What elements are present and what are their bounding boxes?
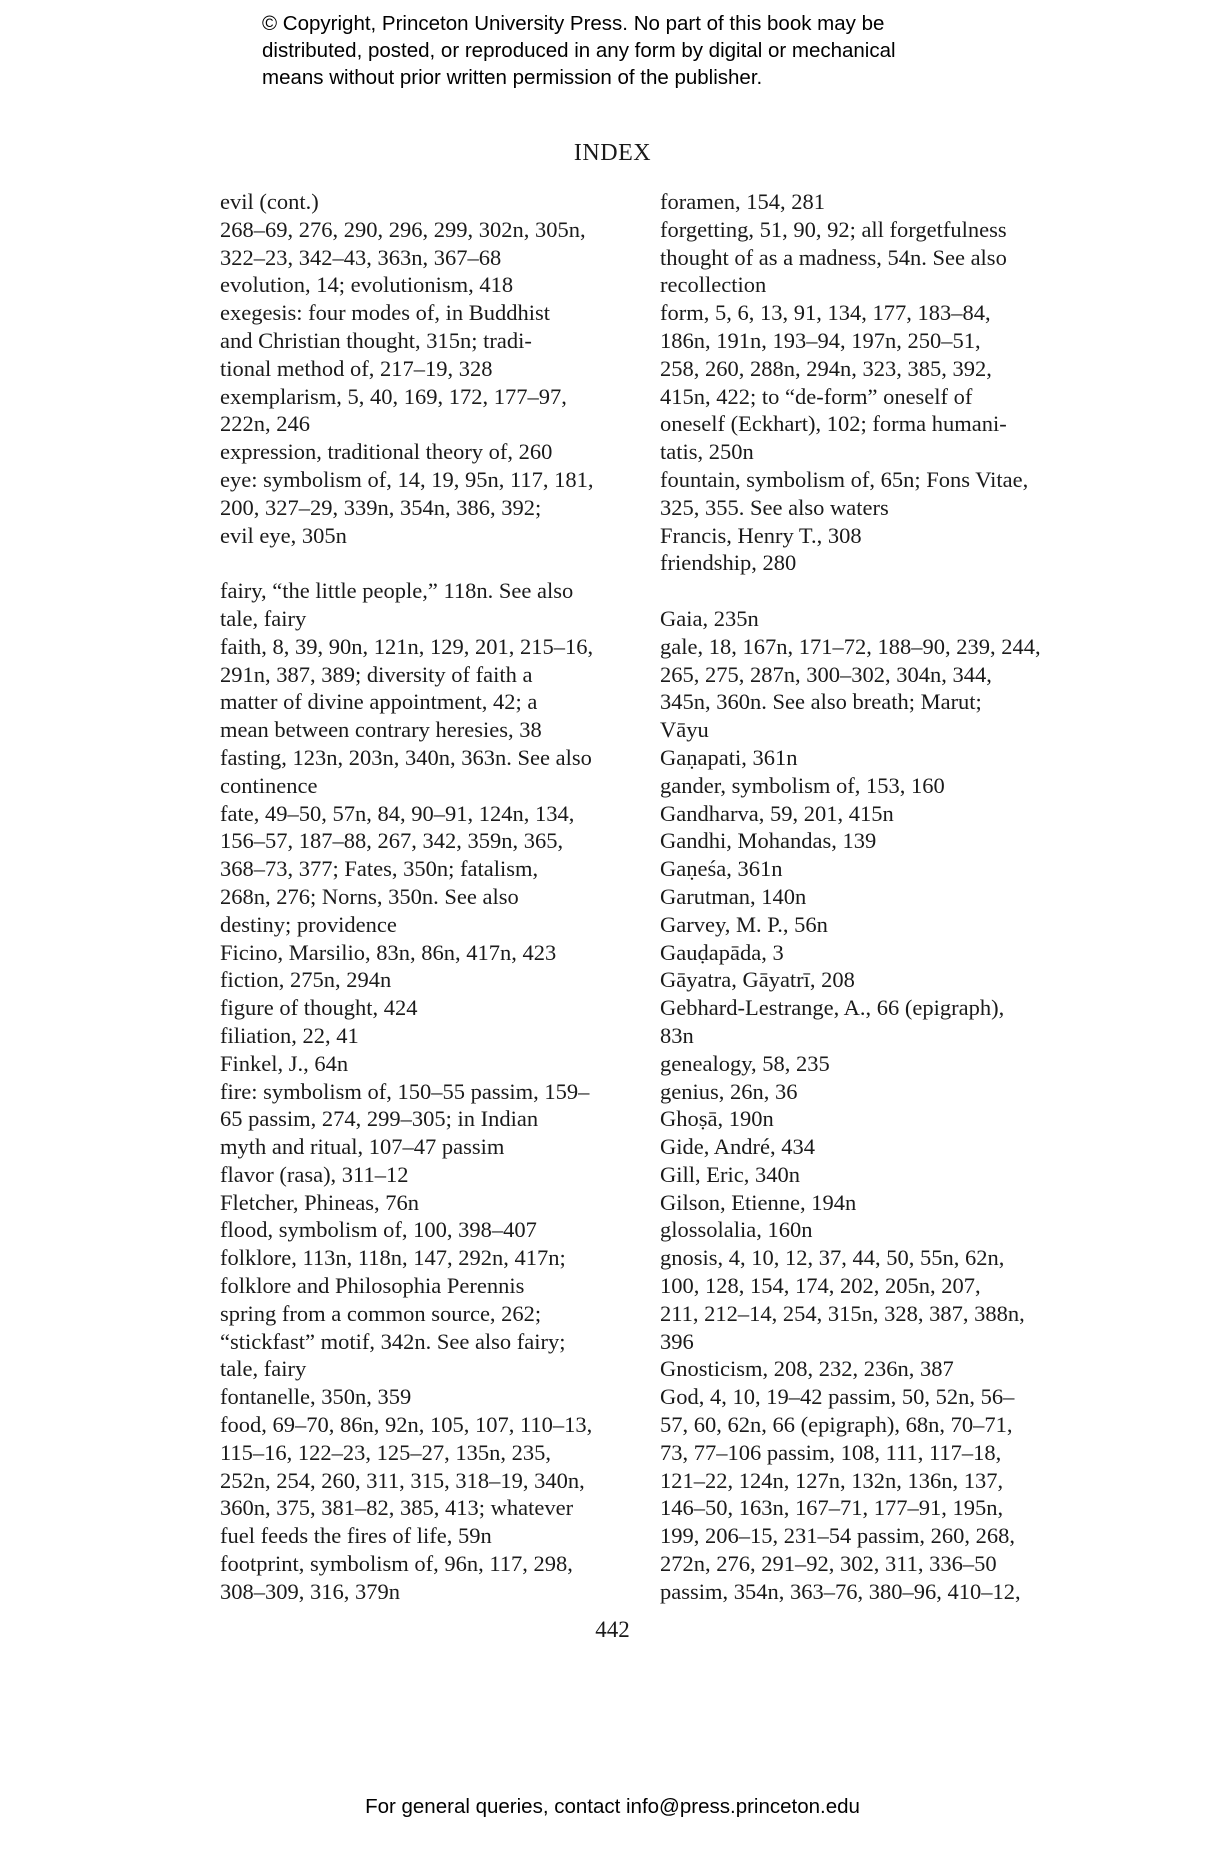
index-entry bbox=[660, 911, 1095, 939]
index-entry bbox=[660, 1161, 1095, 1189]
index-entry-line: faith, 8, 39, 90n, 121n, 129, 201, 215–16, bbox=[220, 633, 594, 659]
index-entry-line: fasting, 123n, 203n, 340n, 363n. See also bbox=[220, 744, 592, 770]
index-entry-line: Finkel, J., 64n bbox=[220, 1050, 349, 1076]
index-entry bbox=[220, 744, 655, 800]
index-entry-line: genealogy, 58, 235 bbox=[660, 1050, 830, 1076]
index-entry bbox=[220, 383, 655, 439]
index-entry-line: 115–16, 122–23, 125–27, 135n, 235, bbox=[220, 1439, 552, 1465]
index-entry-line: fiction, 275n, 294n bbox=[220, 967, 392, 993]
index-entry-line: fate, 49–50, 57n, 84, 90–91, 124n, 134, bbox=[220, 800, 575, 826]
index-entry-line: 345n, 360n. See also breath; Marut; bbox=[660, 689, 982, 715]
index-entry-line: Ghoṣā, 190n bbox=[660, 1106, 774, 1132]
index-entry-line: 268–69, 276, 290, 296, 299, 302n, 305n, bbox=[220, 216, 586, 242]
index-entry bbox=[220, 633, 655, 744]
index-entry-line: Gebhard-Lestrange, A., 66 (epigraph), bbox=[660, 995, 1005, 1021]
copyright-line: distributed, posted, or reproduced in any form by digital or mechanical bbox=[262, 39, 896, 62]
index-entry-line: 325, 355. See also waters bbox=[660, 494, 889, 520]
index-entry-line: folklore, 113n, 118n, 147, 292n, 417n; bbox=[220, 1245, 566, 1271]
index-entry-line: destiny; providence bbox=[220, 911, 397, 937]
index-entry bbox=[220, 966, 655, 994]
index-entry-line: 291n, 387, 389; diversity of faith a bbox=[220, 661, 533, 687]
index-entry-line: fairy, “the little people,” 118n. See also bbox=[220, 578, 574, 604]
index-entry bbox=[660, 744, 1095, 772]
index-entry bbox=[660, 939, 1095, 967]
index-entry-line: myth and ritual, 107–47 passim bbox=[220, 1134, 505, 1160]
copyright-notice bbox=[262, 10, 1022, 91]
index-entry bbox=[220, 1383, 655, 1411]
index-entry-line: “stickfast” motif, 342n. See also fairy; bbox=[220, 1328, 566, 1354]
footer-contact: For general queries, contact info@press.princeton.edu bbox=[365, 1795, 860, 1818]
index-entry bbox=[660, 1355, 1095, 1383]
index-entry-line: Gandhi, Mohandas, 139 bbox=[660, 828, 877, 854]
index-entry-line: foramen, 154, 281 bbox=[660, 189, 825, 214]
index-entry-line: Fletcher, Phineas, 76n bbox=[220, 1189, 420, 1215]
index-entry-line: Gauḍapāda, 3 bbox=[660, 939, 784, 965]
index-entry-line: 258, 260, 288n, 294n, 323, 385, 392, bbox=[660, 355, 992, 381]
index-entry bbox=[220, 1550, 655, 1606]
index-entry-line: forgetting, 51, 90, 92; all forgetfulness bbox=[660, 216, 1007, 242]
index-entry-line: tional method of, 217–19, 328 bbox=[220, 355, 493, 381]
index-entry-line: exegesis: four modes of, in Buddhist bbox=[220, 300, 550, 326]
index-entry-line: evil (cont.) bbox=[220, 189, 319, 214]
letter-section-gap bbox=[660, 577, 1095, 605]
index-entry-line: fountain, symbolism of, 65n; Fons Vitae, bbox=[660, 466, 1029, 492]
index-entry-line: 199, 206–15, 231–54 passim, 260, 268, bbox=[660, 1523, 1016, 1549]
index-entry bbox=[660, 855, 1095, 883]
index-entry-line: footprint, symbolism of, 96n, 117, 298, bbox=[220, 1551, 573, 1577]
index-entry-line: glossolalia, 160n bbox=[660, 1217, 813, 1243]
index-entry bbox=[220, 438, 655, 466]
index-entry bbox=[220, 1189, 655, 1217]
index-entry-line: 57, 60, 62n, 66 (epigraph), 68n, 70–71, bbox=[660, 1412, 1013, 1438]
index-entry-line: continence bbox=[220, 772, 318, 798]
index-entry-line: oneself (Eckhart), 102; forma humani- bbox=[660, 411, 1007, 437]
index-entry bbox=[220, 1078, 655, 1161]
index-entry-line: fire: symbolism of, 150–55 passim, 159– bbox=[220, 1078, 590, 1104]
index-entry-line: God, 4, 10, 19–42 passim, 50, 52n, 56– bbox=[660, 1384, 1015, 1410]
index-entry-line: flavor (rasa), 311–12 bbox=[220, 1161, 409, 1187]
index-entry bbox=[660, 1216, 1095, 1244]
index-entry-line: expression, traditional theory of, 260 bbox=[220, 439, 553, 465]
index-entry-line: friendship, 280 bbox=[660, 550, 797, 576]
index-entry bbox=[220, 1244, 655, 1383]
index-entry-line: 222n, 246 bbox=[220, 411, 310, 437]
index-entry bbox=[660, 1050, 1095, 1078]
index-entry-line: eye: symbolism of, 14, 19, 95n, 117, 181, bbox=[220, 466, 594, 492]
index-entry-line: form, 5, 6, 13, 91, 134, 177, 183–84, bbox=[660, 300, 991, 326]
index-entry bbox=[660, 1133, 1095, 1161]
index-entry-line: 73, 77–106 passim, 108, 111, 117–18, bbox=[660, 1439, 1002, 1465]
copyright-line: means without prior written permission of the publisher. bbox=[262, 66, 763, 89]
index-entry-line: 368–73, 377; Fates, 350n; fatalism, bbox=[220, 856, 539, 882]
index-entry-line: 156–57, 187–88, 267, 342, 359n, 365, bbox=[220, 828, 564, 854]
index-entry bbox=[660, 883, 1095, 911]
index-entry-line: flood, symbolism of, 100, 398–407 bbox=[220, 1217, 537, 1243]
index-entry-line: 65 passim, 274, 299–305; in Indian bbox=[220, 1106, 539, 1132]
index-entry bbox=[660, 466, 1095, 522]
index-entry-line: Gāyatra, Gāyatrī, 208 bbox=[660, 967, 855, 993]
index-entry bbox=[660, 188, 1095, 216]
index-entry-line: filiation, 22, 41 bbox=[220, 1022, 359, 1048]
index-entry-line: 272n, 276, 291–92, 302, 311, 336–50 bbox=[660, 1551, 997, 1577]
index-entry bbox=[220, 1050, 655, 1078]
index-entry bbox=[660, 216, 1095, 299]
index-entry-line: fuel feeds the fires of life, 59n bbox=[220, 1523, 492, 1549]
index-entry-line: exemplarism, 5, 40, 169, 172, 177–97, bbox=[220, 383, 567, 409]
index-entry-line: Gill, Eric, 340n bbox=[660, 1161, 800, 1187]
index-entry-line: 186n, 191n, 193–94, 197n, 250–51, bbox=[660, 327, 981, 353]
index-entry bbox=[220, 1161, 655, 1189]
index-entry-line: 252n, 254, 260, 311, 315, 318–19, 340n, bbox=[220, 1467, 585, 1493]
copyright-line: © Copyright, Princeton University Press. No part of this book may be bbox=[262, 12, 885, 35]
index-entry-line: Gaia, 235n bbox=[660, 605, 759, 631]
index-entry-line: matter of divine appointment, 42; a bbox=[220, 689, 538, 715]
index-entry bbox=[660, 800, 1095, 828]
index-entry-line: tale, fairy bbox=[220, 605, 307, 631]
index-entry-line: 200, 327–29, 339n, 354n, 386, 392; bbox=[220, 494, 542, 520]
index-entry bbox=[660, 1244, 1095, 1355]
index-entry-line: thought of as a madness, 54n. See also bbox=[660, 244, 1007, 270]
index-entry-line: genius, 26n, 36 bbox=[660, 1078, 798, 1104]
index-entry bbox=[660, 549, 1095, 577]
index-entry-line: Gandharva, 59, 201, 415n bbox=[660, 800, 894, 826]
index-entry-line: fontanelle, 350n, 359 bbox=[220, 1384, 412, 1410]
index-column-right bbox=[660, 188, 1095, 1606]
index-entry-line: Garvey, M. P., 56n bbox=[660, 911, 828, 937]
index-entry-line: 415n, 422; to “de-form” oneself of bbox=[660, 383, 973, 409]
index-entry-line: Gaṇeśa, 361n bbox=[660, 856, 783, 882]
index-entry bbox=[660, 605, 1095, 633]
index-entry-line: 360n, 375, 381–82, 385, 413; whatever bbox=[220, 1495, 574, 1521]
index-entry-line: Garutman, 140n bbox=[660, 883, 807, 909]
index-entry bbox=[660, 299, 1095, 466]
index-entry bbox=[660, 772, 1095, 800]
index-entry-line: 121–22, 124n, 127n, 132n, 136n, 137, bbox=[660, 1467, 1004, 1493]
index-entry-line: 100, 128, 154, 174, 202, 205n, 207, bbox=[660, 1273, 981, 1299]
index-entry bbox=[660, 633, 1095, 744]
index-entry-line: 211, 212–14, 254, 315n, 328, 387, 388n, bbox=[660, 1300, 1025, 1326]
index-entry-line: spring from a common source, 262; bbox=[220, 1300, 542, 1326]
index-entry-line: passim, 354n, 363–76, 380–96, 410–12, bbox=[660, 1578, 1021, 1604]
index-entry-line: Francis, Henry T., 308 bbox=[660, 522, 862, 548]
index-entry-line: Vāyu bbox=[660, 717, 709, 743]
index-entry-line: Ficino, Marsilio, 83n, 86n, 417n, 423 bbox=[220, 939, 557, 965]
index-entry-line: Gnosticism, 208, 232, 236n, 387 bbox=[660, 1356, 954, 1382]
index-entry bbox=[220, 939, 655, 967]
index-entry bbox=[660, 827, 1095, 855]
index-entry bbox=[220, 188, 655, 271]
index-entry-line: gale, 18, 167n, 171–72, 188–90, 239, 244, bbox=[660, 633, 1041, 659]
index-entry-line: 265, 275, 287n, 300–302, 304n, 344, bbox=[660, 661, 992, 687]
index-entry-line: tale, fairy bbox=[220, 1356, 307, 1382]
index-entry-line: recollection bbox=[660, 272, 767, 298]
index-entry-line: 308–309, 316, 379n bbox=[220, 1578, 400, 1604]
index-entry bbox=[660, 994, 1095, 1050]
index-entry-line: mean between contrary heresies, 38 bbox=[220, 717, 542, 743]
index-entry bbox=[220, 271, 655, 299]
index-entry-line: 396 bbox=[660, 1328, 694, 1354]
index-entry bbox=[220, 577, 655, 633]
index-entry bbox=[660, 1105, 1095, 1133]
index-entry bbox=[660, 1189, 1095, 1217]
index-entry-line: 83n bbox=[660, 1022, 694, 1048]
index-entry-line: 268n, 276; Norns, 350n. See also bbox=[220, 883, 519, 909]
index-entry bbox=[220, 1216, 655, 1244]
index-entry bbox=[660, 1383, 1095, 1605]
index-entry-line: Gide, André, 434 bbox=[660, 1134, 815, 1160]
index-entry-line: 322–23, 342–43, 363n, 367–68 bbox=[220, 244, 502, 270]
index-entry-line: food, 69–70, 86n, 92n, 105, 107, 110–13, bbox=[220, 1412, 593, 1438]
index-entry-line: gnosis, 4, 10, 12, 37, 44, 50, 55n, 62n, bbox=[660, 1245, 1005, 1271]
index-entry bbox=[660, 966, 1095, 994]
index-entry-line: and Christian thought, 315n; tradi- bbox=[220, 327, 532, 353]
index-column-left bbox=[220, 188, 655, 1606]
index-entry bbox=[220, 299, 655, 382]
index-entry bbox=[220, 800, 655, 939]
index-entry-line: tatis, 250n bbox=[660, 439, 754, 465]
page-number: 442 bbox=[595, 1617, 630, 1642]
letter-section-gap bbox=[220, 549, 655, 577]
index-entry bbox=[220, 1411, 655, 1550]
index-entry bbox=[220, 994, 655, 1022]
index-entry bbox=[220, 466, 655, 549]
index-entry-line: figure of thought, 424 bbox=[220, 995, 418, 1021]
index-entry-line: gander, symbolism of, 153, 160 bbox=[660, 772, 945, 798]
index-entry-line: Gilson, Etienne, 194n bbox=[660, 1189, 857, 1215]
page-heading: INDEX bbox=[573, 140, 652, 166]
index-entry bbox=[660, 1078, 1095, 1106]
index-entry-line: evolution, 14; evolutionism, 418 bbox=[220, 272, 514, 298]
index-entry bbox=[220, 1022, 655, 1050]
index-entry-line: evil eye, 305n bbox=[220, 522, 347, 548]
index-entry-line: Gaṇapati, 361n bbox=[660, 744, 798, 770]
index-entry-line: 146–50, 163n, 167–71, 177–91, 195n, bbox=[660, 1495, 1004, 1521]
index-entry-line: folklore and Philosophia Perennis bbox=[220, 1273, 525, 1299]
index-entry bbox=[660, 522, 1095, 550]
